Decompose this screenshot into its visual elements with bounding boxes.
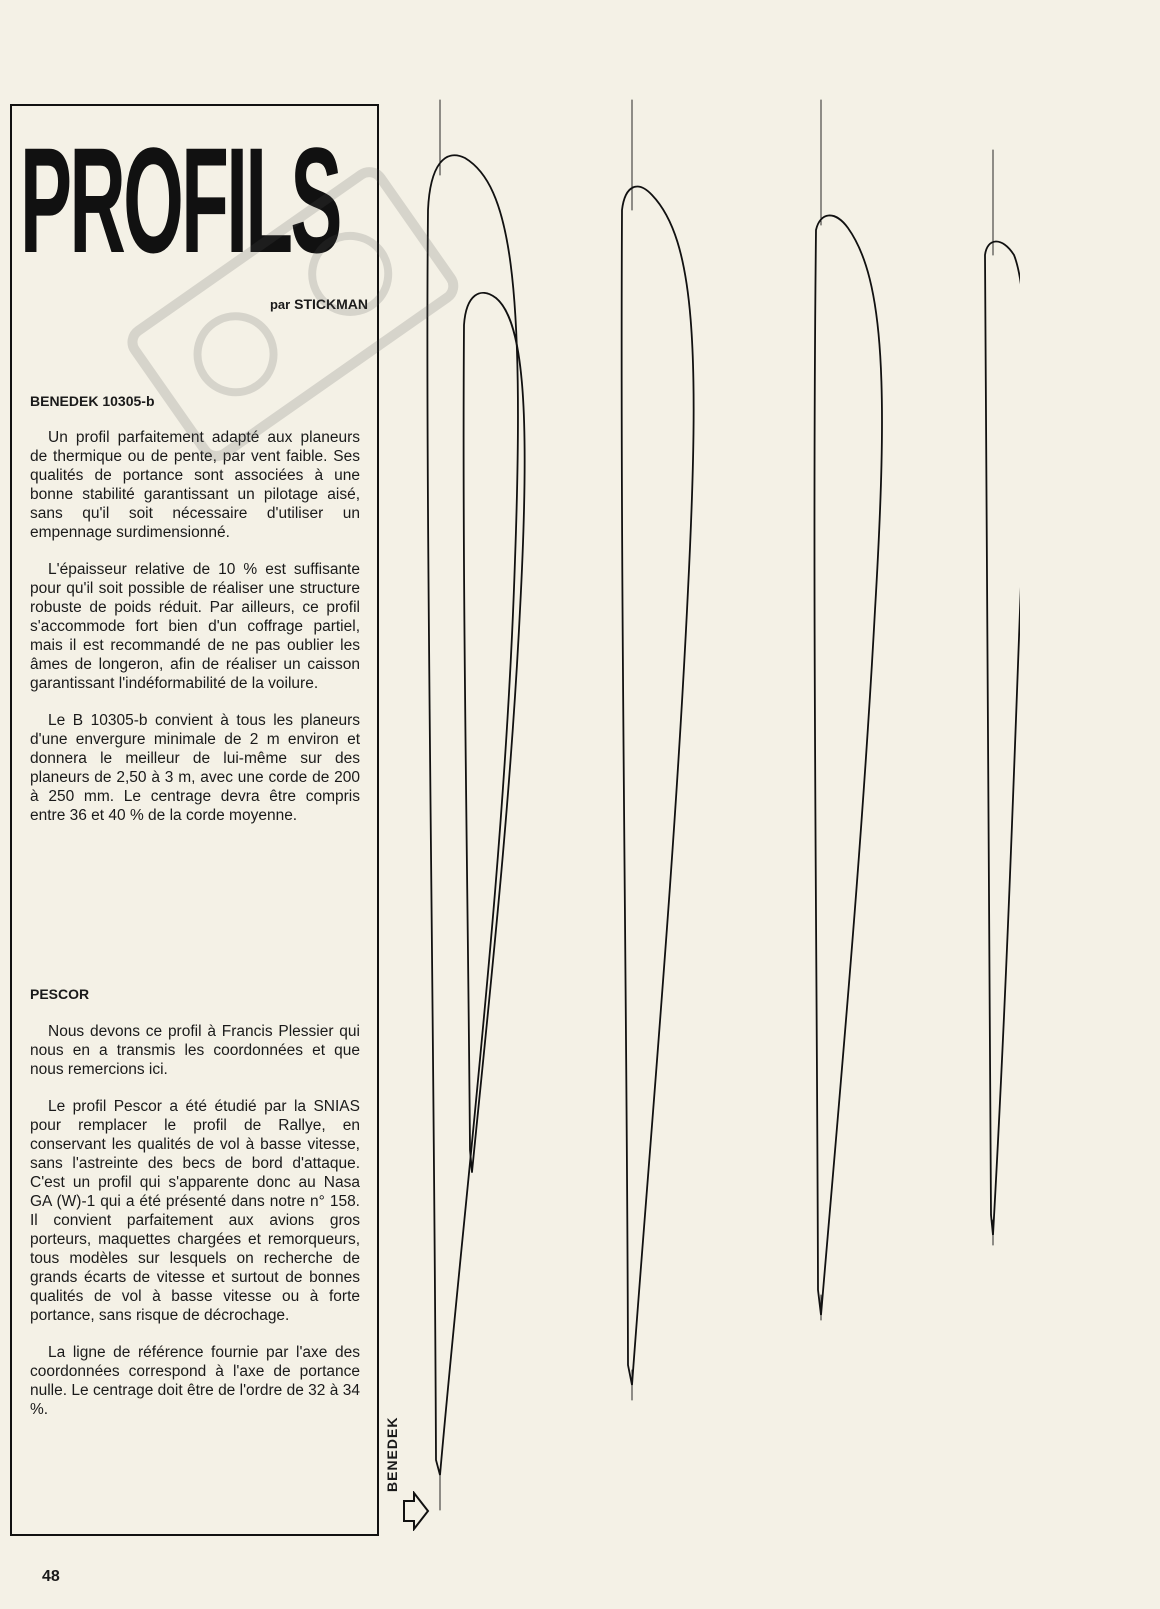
section-body-pescor <box>30 1022 360 1437</box>
paragraph: Un profil parfaitement adapté aux planeurs de thermique ou de pente, par vent faible. Ses qualités de portance sont associées à une bonne stabilité garantissant un pilotage aisé, sans qu'il soit nécessaire d'utiliser un empennage surdimensionné. <box>30 429 360 541</box>
profile-side-label: BENEDEK <box>384 1416 400 1492</box>
paragraph: Le B 10305-b convient à tous les planeurs d'une envergure minimale de 2 m environ et donnera le meilleur de lui-même sur des planeurs de 2,50 à 3 m, avec une corde de 200 à 250 mm. Le centrage devra être compris entre 36 et 40 % de la corde moyenne. <box>30 712 360 824</box>
airfoil-profile-2 <box>622 187 694 1385</box>
section-heading-benedek: BENEDEK 10305-b <box>30 393 155 409</box>
paragraph: L'épaisseur relative de 10 % est suffisante pour qu'il soit possible de réaliser une structure robuste de poids réduit. Par ailleurs, ce profil s'accommode fort bien d'un coffrage partiel, mais il est recommandé de ne pas oublier les âmes de longeron, afin de réaliser un caisson garantissant l'indéformabilité de la voilure. <box>30 561 360 692</box>
arrow-right-icon <box>402 1491 430 1531</box>
byline-prefix: par <box>269 297 291 312</box>
paragraph: La ligne de référence fournie par l'axe des coordonnées correspond à l'axe de portance nulle. Le centrage doit être de l'ordre de 32 à 34 %. <box>30 1344 360 1418</box>
page-title: PROFILS <box>20 116 340 284</box>
paragraph: Le profil Pescor a été étudié par la SNIAS pour remplacer le profil de Rallye, en conservant les qualités de vol à basse vitesse, sans l'astreinte des becs de bord d'attaque. C'est un profil qui s'apparente donc au Nasa GA (W)-1 qui a été présenté dans notre n° 158. Il convient parfaitement aux avions gros porteurs, maquettes chargées et remorqueurs, tous modèles sur lesquels on recherche de grands écarts de vitesse et surtout de bonnes qualités de vol à basse vitesse ou à forte portance, sans risque de décrochage. <box>30 1098 360 1324</box>
airfoil-profile-4 <box>985 241 1020 1235</box>
airfoil-profile-3 <box>814 215 882 1315</box>
section-body-benedek <box>30 428 360 843</box>
section-heading-pescor: PESCOR <box>30 986 90 1002</box>
paragraph: Nous devons ce profil à Francis Plessier qui nous en a transmis les coordonnées et que nous remercions ici. <box>30 1023 360 1078</box>
page-number: 48 <box>42 1568 60 1585</box>
watermark-logo <box>80 130 500 490</box>
byline-author: STICKMAN <box>294 296 368 312</box>
